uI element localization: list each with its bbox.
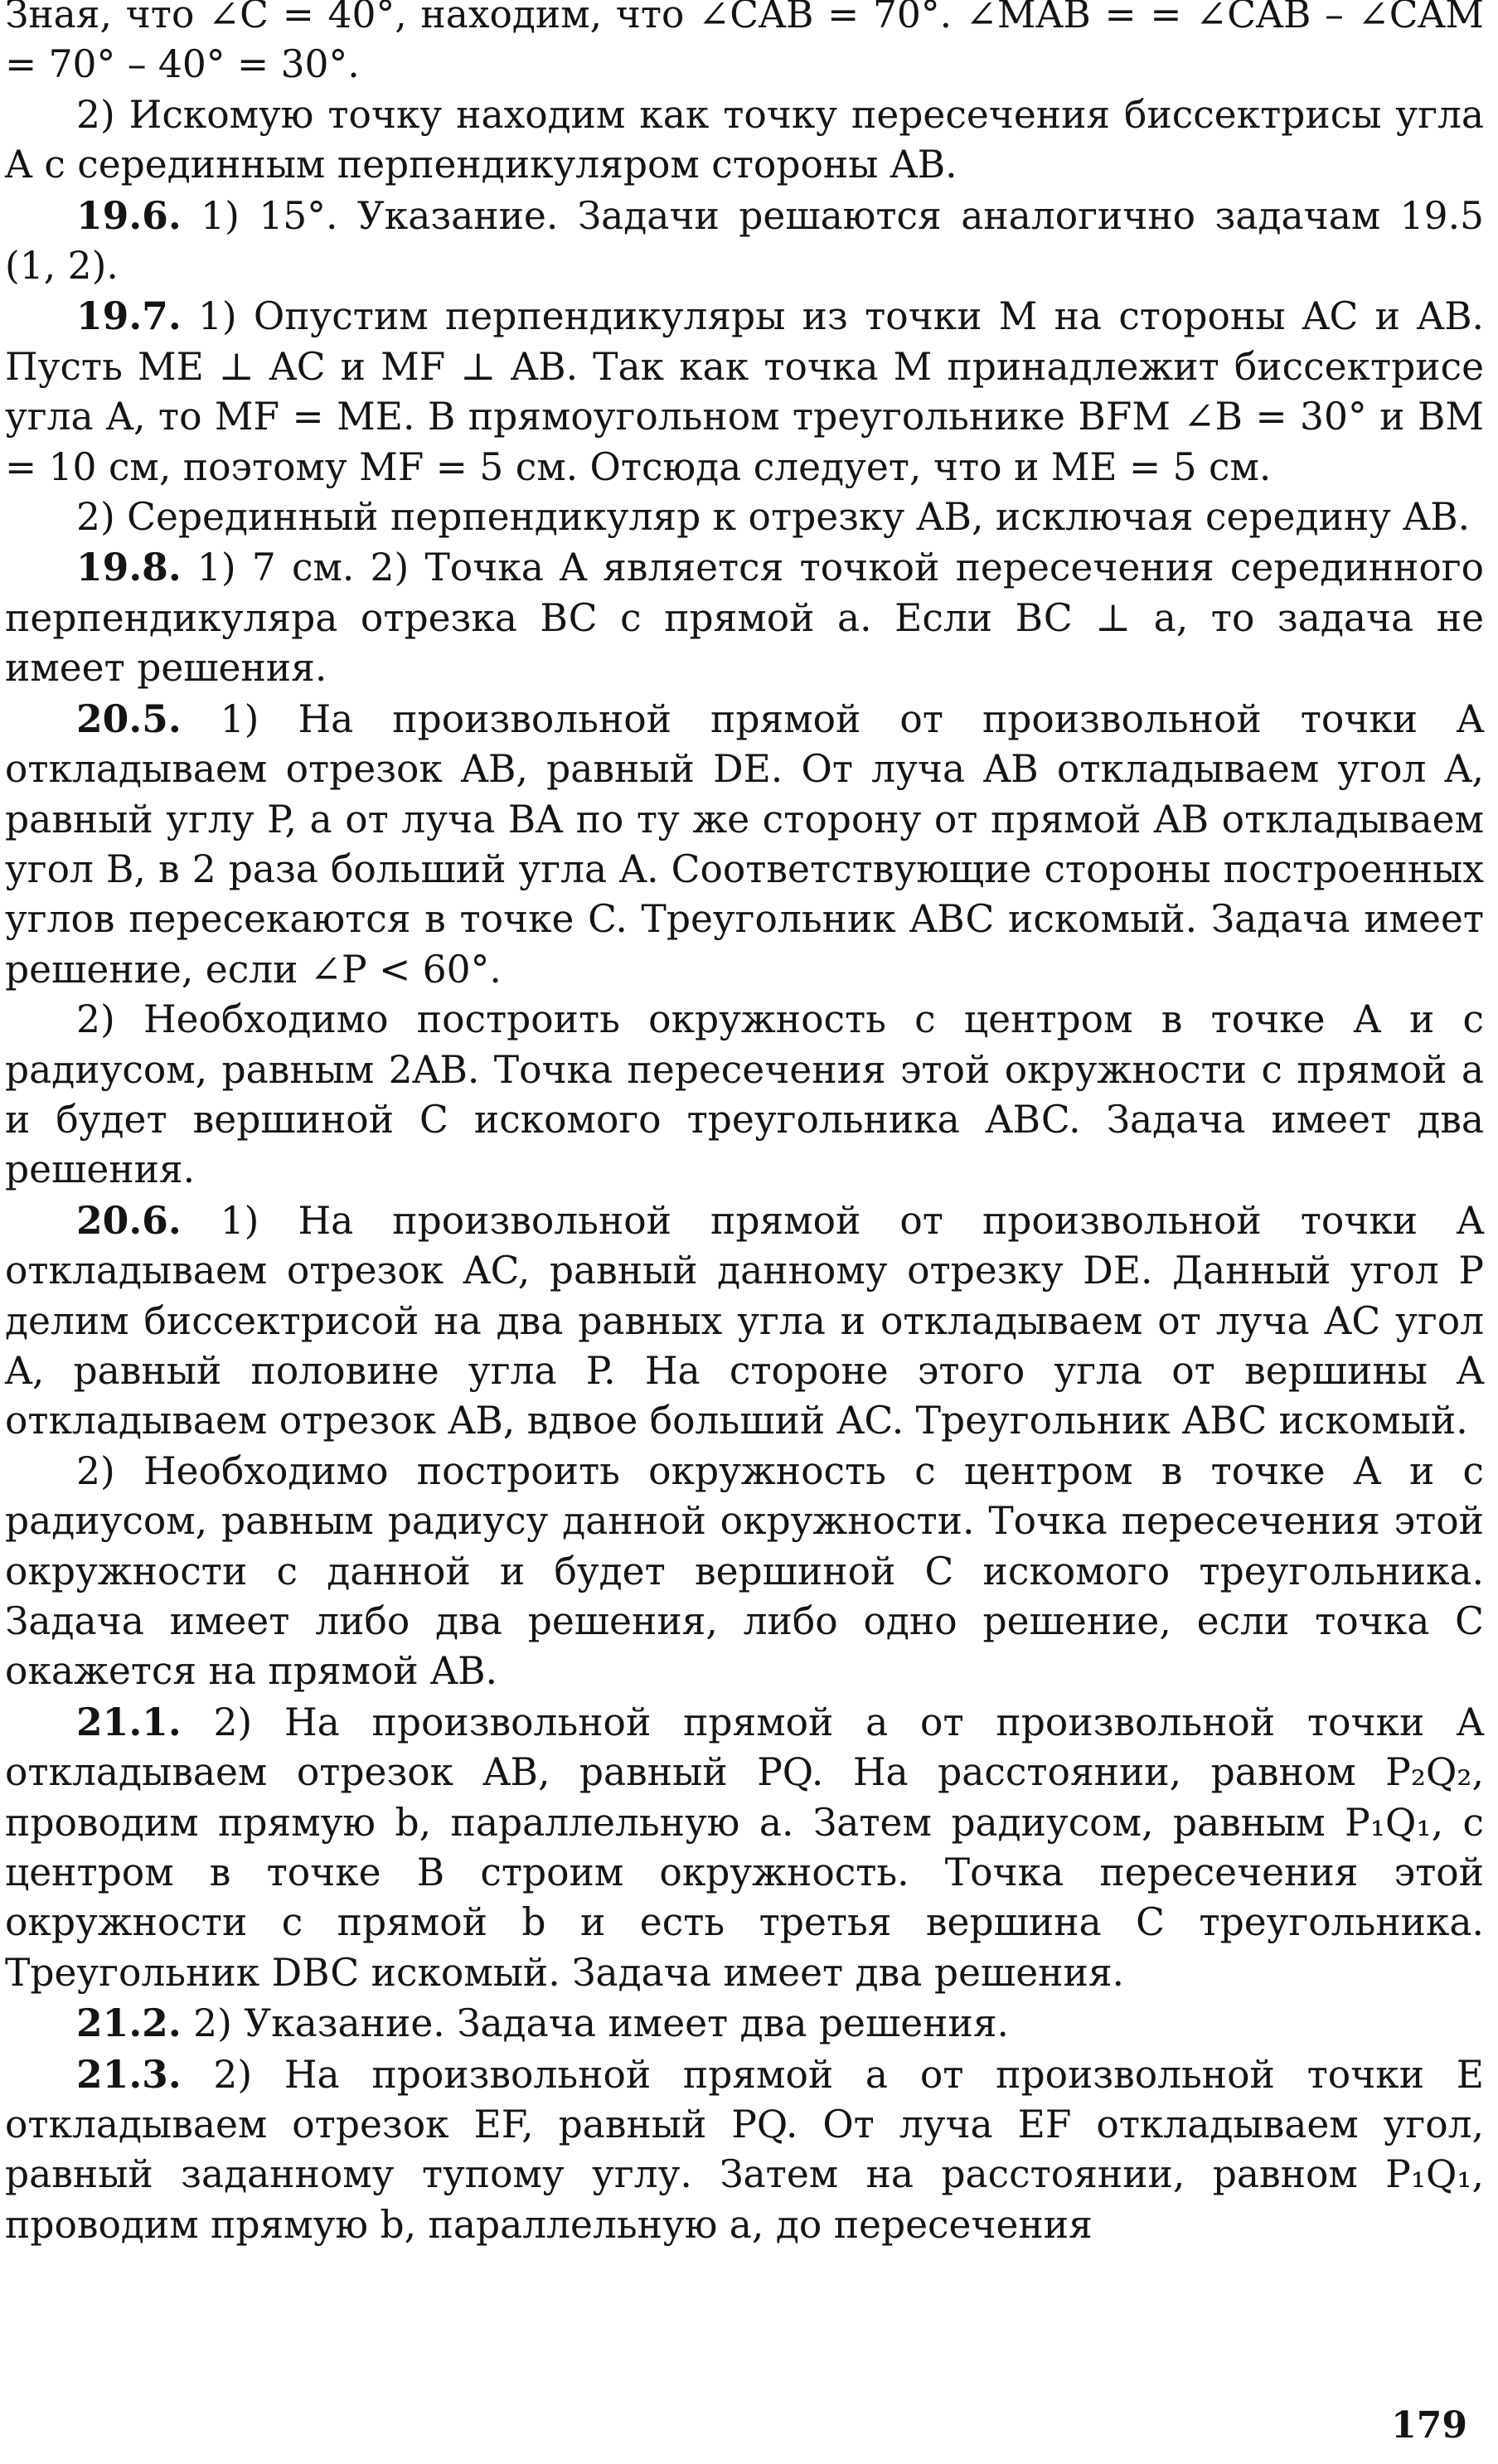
paragraph: 2) Серединный перпендикуляр к отрезку AB, исключая середину AB. <box>76 495 1471 540</box>
paragraph: 2) Искомую точку находим как точку пересечения биссектрисы угла A с серединным перпендикуляром стороны AB. <box>5 92 1484 187</box>
answers-text <box>5 0 1484 2250</box>
paragraph: 19.6. 1) 15°. Указание. Задачи решаются аналогично задачам 19.5 (1, 2). <box>5 192 1484 289</box>
paragraph: 20.5. 1) На произвольной прямой от произвольной точки A откладываем отрезок AB, равный DE. От луча AB откладываем угол A, равный углу P, а от луча BA по ту же сторону от прямой AB откладываем угол B, в 2 раза больший угла A. Соответствующие стороны построенных углов пересекаются в точке C. Треугольник ABC искомый. Задача имеет решение, если ∠P < 60°. <box>5 696 1484 992</box>
paragraph: 2) Необходимо построить окружность с центром в точке A и с радиусом, равным 2AB. Точка пересечения этой окружности с прямой a и будет вершиной C искомого треугольника ABC. Задача имеет два решения. <box>5 997 1484 1192</box>
paragraph: 21.3. 2) На произвольной прямой a от произвольной точки E откладываем отрезок EF, равный PQ. От луча EF откладываем угол, равный заданному тупому углу. Затем на расстоянии, равном P₁Q₁, проводим прямую b, параллельную a, до пересечения <box>5 2051 1484 2247</box>
paragraph: 21.2. 2) Указание. Задача имеет два решения. <box>76 2001 1010 2046</box>
paragraph: Зная, что ∠C = 40°, находим, что ∠CAB = 70°. ∠MAB = = ∠CAB – ∠CAM = 70° – 40° = 30°. <box>5 0 1484 87</box>
paragraph: 20.6. 1) На произвольной прямой от произвольной точки A откладываем отрезок AC, равный данному отрезку DE. Данный угол P делим биссектрисой на два равных угла и откладываем от луча AC угол A, равный половине угла P. На стороне этого угла от вершины A откладываем отрезок AB, вдвое больший AC. Треугольник ABC искомый. <box>5 1197 1484 1443</box>
paragraph: 21.1. 2) На произвольной прямой a от произвольной точки A откладываем отрезок AB, равный PQ. На расстоянии, равном P₂Q₂, проводим прямую b, параллельную a. Затем радиусом, равным P₁Q₁, с центром в точке B строим окружность. Точка пересечения этой окружности с прямой b и есть третья вершина C треугольника. Треугольник DBC искомый. Задача имеет два решения. <box>5 1699 1484 1995</box>
paragraph: 19.7. 1) Опустим перпендикуляры из точки M на стороны AC и AB. Пусть ME ⊥ AC и MF ⊥ AB. Так как точка M принадлежит биссектрисе угла A, то MF = ME. В прямоугольном треугольнике BFM ∠B = 30° и BM = 10 см, поэтому MF = 5 см. Отсюда следует, что и ME = 5 см. <box>5 293 1484 489</box>
page-number: 179 <box>1391 2404 1467 2447</box>
paragraph: 19.8. 1) 7 см. 2) Точка A является точкой пересечения серединного перпендикуляра отрезка BC с прямой a. Если BC ⊥ a, то задача не имеет решения. <box>5 545 1484 691</box>
paragraph: 2) Необходимо построить окружность с центром в точке A и с радиусом, равным радиусу данной окружности. Точка пересечения этой окружности с данной и будет вершиной C искомого треугольника. Задача имеет либо два решения, либо одно решение, если точка C окажется на прямой AB. <box>5 1448 1484 1694</box>
